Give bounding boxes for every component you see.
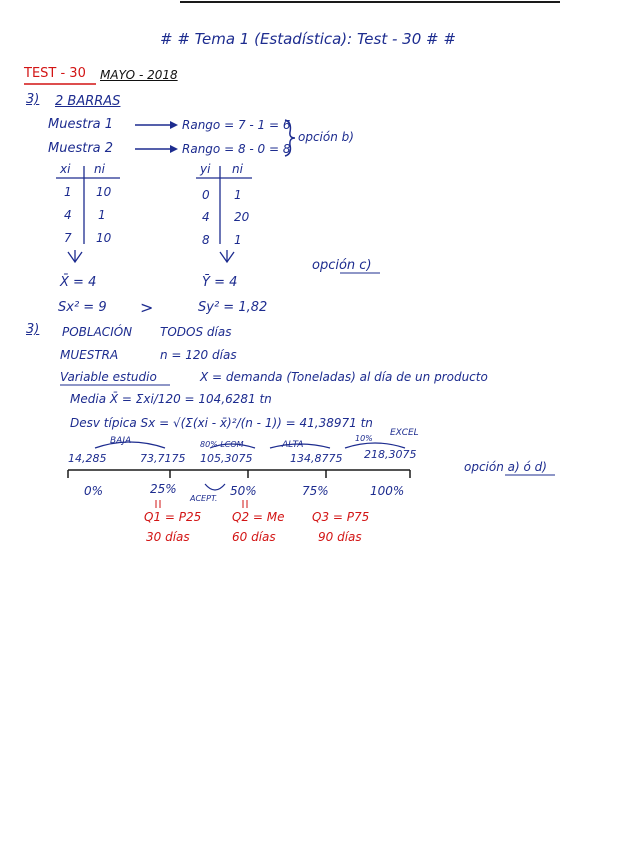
variable-value: X = demanda (Toneladas) al día de un producto: [200, 370, 488, 384]
ybar: Ȳ = 4: [202, 275, 238, 290]
table2-y-1: 0: [202, 188, 210, 202]
q1-heading: 2 BARRAS: [55, 94, 121, 109]
table2-n-2: 20: [234, 210, 250, 224]
rango1: Rango = 7 - 1 = 6: [182, 118, 291, 132]
rango2: Rango = 8 - 0 = 8: [182, 142, 291, 156]
muestra1-label: Muestra 1: [48, 117, 114, 132]
segment-10: 10%: [355, 434, 373, 443]
media: Media X̄ = Σxi/120 = 104,6281 tn: [70, 392, 272, 406]
table1-n-1: 10: [96, 185, 112, 199]
xbar: X̄ = 4: [60, 275, 97, 290]
pct-75: 75%: [302, 484, 329, 498]
days-q1: 30 días: [146, 530, 190, 544]
segment-excel: EXCEL: [390, 428, 419, 438]
q2-number: 3): [26, 322, 40, 337]
table1-x-2: 4: [64, 208, 72, 222]
value-q3: 134,8775: [290, 452, 343, 465]
pct-100: 100%: [370, 484, 405, 498]
table1-head-x: xi: [60, 162, 71, 176]
gt-sign: >: [140, 298, 154, 317]
sy2: Sy² = 1,82: [198, 300, 268, 315]
table2-head-n: ni: [232, 162, 243, 176]
quartile-q1: Q1 = P25: [144, 510, 202, 524]
table2-y-3: 8: [202, 233, 210, 247]
test-label: TEST - 30: [24, 66, 86, 81]
page-title: # # Tema 1 (Estadística): Test - 30 # #: [160, 30, 456, 48]
opcion-c: opción c): [312, 258, 372, 273]
pct-25: 25%: [150, 482, 177, 496]
pct-0: 0%: [84, 484, 104, 498]
quartile-q2: Q2 = Me: [232, 510, 285, 524]
value-median: 105,3075: [200, 452, 253, 465]
poblacion-value: TODOS días: [160, 325, 232, 339]
table2-head-y: yi: [200, 162, 211, 176]
days-q2: 60 días: [232, 530, 276, 544]
days-q3: 90 días: [318, 530, 362, 544]
muestra-value: n = 120 días: [160, 348, 237, 362]
table2-n-1: 1: [234, 188, 242, 202]
opcion-b: opción b): [298, 130, 354, 144]
value-q1: 73,7175: [140, 452, 186, 465]
muestra-label: MUESTRA: [60, 348, 119, 362]
muestra2-label: Muestra 2: [48, 141, 114, 156]
variable-label: Variable estudio: [60, 370, 157, 384]
table2-y-2: 4: [202, 210, 210, 224]
segment-baja: BAJA: [110, 436, 132, 446]
table2-n-3: 1: [234, 233, 242, 247]
acept-label: ACEPT.: [190, 494, 218, 503]
table1-x-3: 7: [64, 231, 72, 245]
quartile-q3: Q3 = P75: [312, 510, 370, 524]
sx2: Sx² = 9: [58, 300, 107, 315]
table1-n-2: 1: [98, 208, 106, 222]
table1-n-3: 10: [96, 231, 112, 245]
q1-number: 3): [26, 92, 40, 107]
pct-50: 50%: [230, 484, 257, 498]
desv-tipica: Desv típica Sx = √(Σ(xi - x̄)²/(n - 1)) = 41,38971 tn: [70, 416, 373, 430]
value-min: 14,285: [68, 452, 107, 465]
poblacion-label: POBLACIÓN: [62, 325, 133, 339]
value-max: 218,3075: [364, 448, 417, 461]
table1-head-n: ni: [94, 162, 105, 176]
segment-80: 80% LCOM: [200, 440, 244, 449]
opcion-ad: opción a) ó d): [464, 460, 547, 474]
segment-alta: ALTA: [282, 440, 304, 450]
test-date: MAYO - 2018: [100, 68, 178, 82]
table1-x-1: 1: [64, 185, 72, 199]
